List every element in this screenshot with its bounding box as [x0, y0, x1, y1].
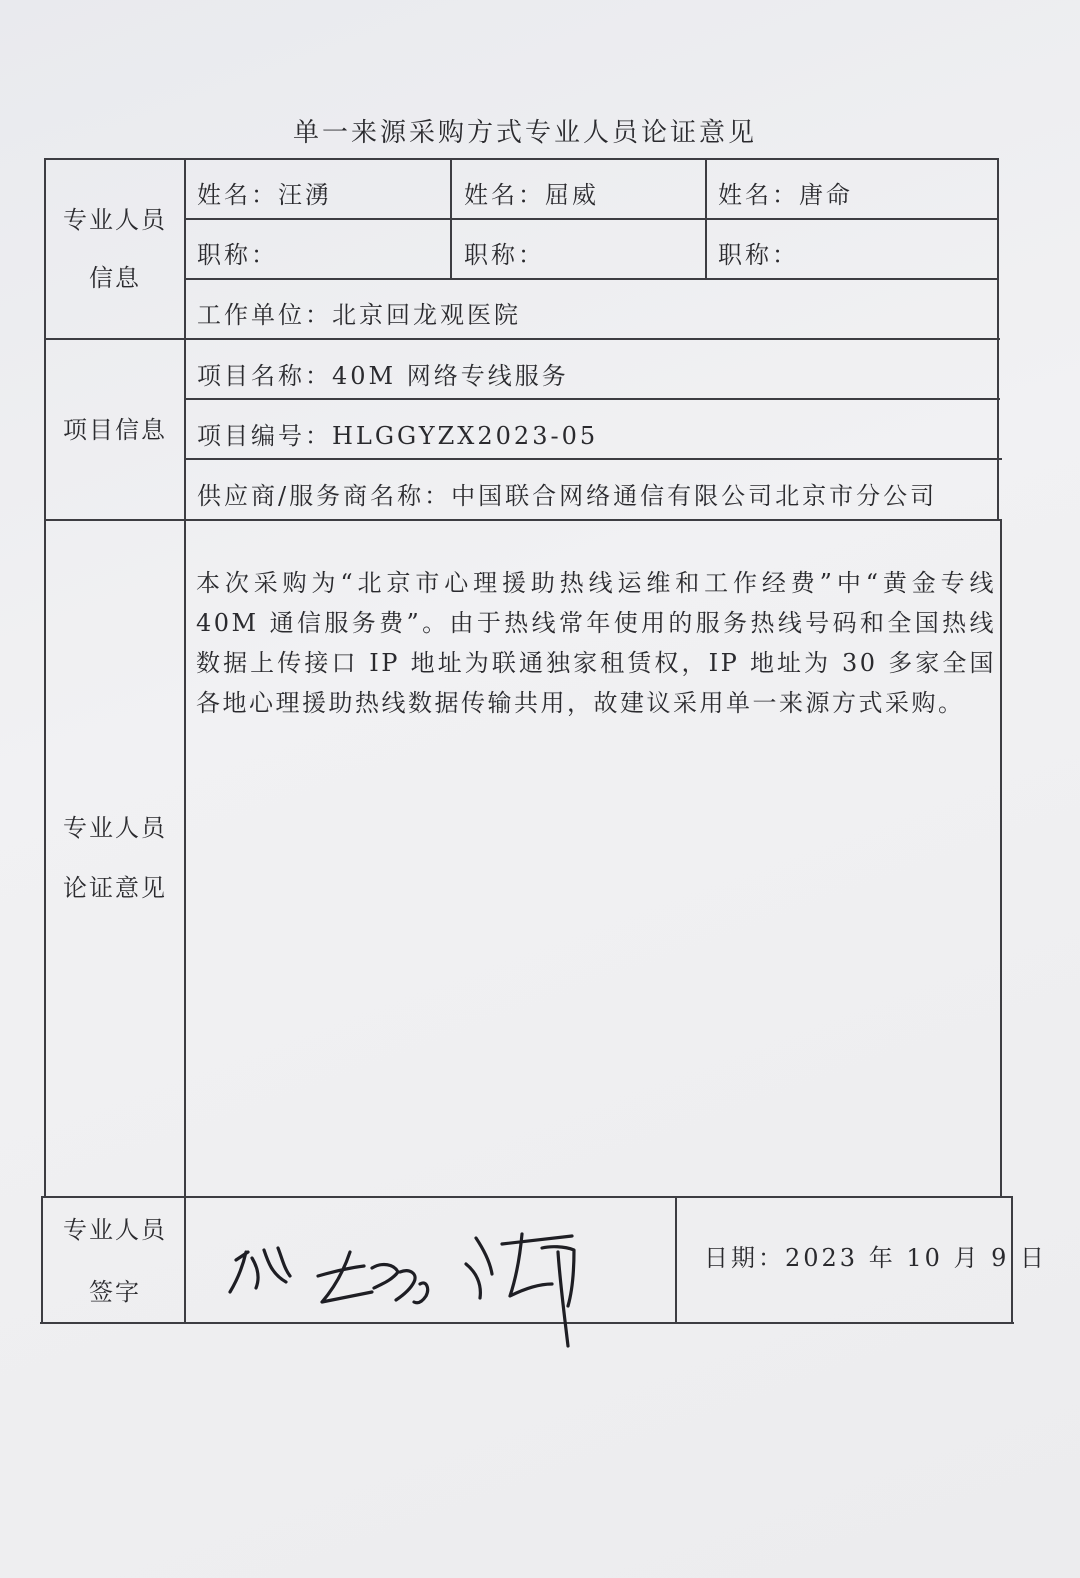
handwritten-signatures [222, 1222, 602, 1362]
table-border-left [44, 158, 46, 1198]
professional-info-label-2: 信息 [89, 264, 141, 292]
expert-title-1: 职称： [197, 241, 278, 269]
professional-info-label-1: 专业人员 [63, 206, 167, 234]
row-divider [184, 218, 998, 220]
signature-label-2: 签字 [89, 1278, 141, 1306]
signature-label-1: 专业人员 [63, 1216, 167, 1244]
expert-title-3: 职称： [718, 241, 799, 269]
opinion-text: 本次采购为“北京市心理援助热线运维和工作经费”中“黄金专线 40M 通信服务费”。由于热线常年使用的服务热线号码和全国热线数据上传接口 IP 地址为联通独家租赁权，IP 地址为 30 多家全国各地心理援助热线数据传输共用，故建议采用单一来源方式采购。 [196, 569, 996, 717]
signature-mark [230, 1248, 290, 1292]
column-divider [675, 1196, 677, 1324]
project-info-label: 项目信息 [63, 416, 167, 444]
project-number: 项目编号：HLGGYZX2023-05 [197, 422, 599, 450]
signature-mark [318, 1252, 428, 1303]
table-border-left [41, 1196, 43, 1324]
opinion-label-2: 论证意见 [63, 874, 167, 902]
section-divider [44, 519, 1002, 521]
supplier-name: 供应商/服务商名称：中国联合网络通信有限公司北京市分公司 [197, 482, 938, 510]
column-divider [450, 158, 452, 280]
label-column-divider [184, 158, 186, 1324]
table-border-right [997, 158, 999, 520]
expert-name-2: 姓名：屈威 [464, 181, 599, 209]
expert-name-1: 姓名：汪湧 [197, 181, 332, 209]
expert-name-3: 姓名：唐命 [718, 181, 853, 209]
table-border-top [44, 158, 998, 160]
document-title: 单一来源采购方式专业人员论证意见 [292, 118, 757, 148]
expert-title-2: 职称： [464, 241, 545, 269]
row-divider [184, 278, 998, 280]
work-unit: 工作单位：北京回龙观医院 [197, 301, 521, 329]
column-divider [705, 158, 707, 280]
row-divider [184, 398, 1000, 400]
opinion-label-1: 专业人员 [63, 814, 167, 842]
row-divider [184, 458, 1002, 460]
signature-date: 日期：2023 年 10 月 9 日 [704, 1244, 1048, 1272]
signature-mark [466, 1234, 574, 1346]
table-border-right [1000, 519, 1002, 1198]
section-divider [42, 1196, 1012, 1198]
section-divider [44, 338, 1000, 340]
project-name: 项目名称：40M 网络专线服务 [197, 362, 569, 390]
